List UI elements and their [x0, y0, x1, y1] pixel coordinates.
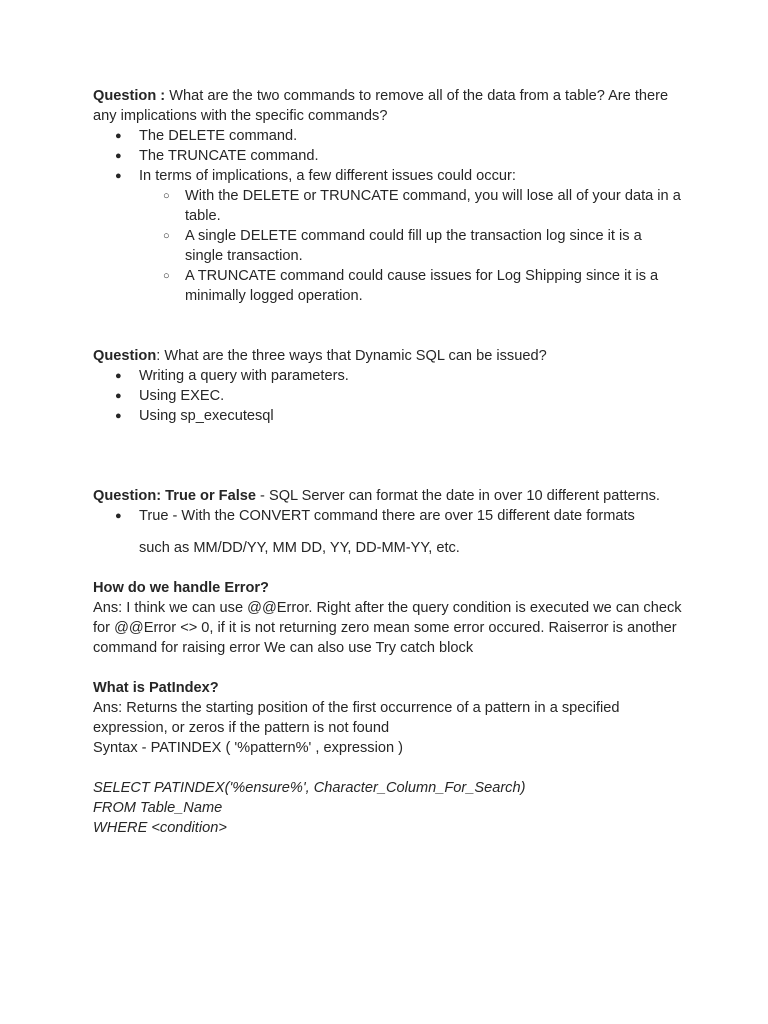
question-1	[93, 86, 683, 126]
list-item	[93, 166, 683, 306]
question-2-answer-list	[93, 366, 683, 426]
list-item: ● The TRUNCATE command.	[93, 146, 683, 166]
list-item-text: True - With the CONVERT command there are over 15 different date formats	[139, 508, 635, 524]
list-item-text: In terms of implications, a few different issues could occur:	[139, 168, 516, 184]
question-2-text: : What are the three ways that Dynamic SQL can be issued?	[156, 348, 547, 364]
question-3-label: Question: True or False	[93, 488, 256, 504]
code-line: FROM Table_Name	[93, 800, 223, 816]
question-1-answer-list	[93, 126, 683, 306]
code-example	[93, 778, 683, 838]
document-content	[93, 86, 683, 838]
list-item: ● The DELETE command.	[93, 126, 683, 146]
question-2-label: Question	[93, 348, 157, 364]
question-4-answer: Ans: I think we can use @@Error. Right after the query condition is executed we can check for @@Error <> 0, if it is not returning zero mean some error occured. Raiserror is another command for raising error We can also use Try catch block	[93, 600, 682, 656]
question-5-answer: Ans: Returns the starting position of the first occurrence of a pattern in a specified expression, or zeros if the pattern is not found	[93, 700, 620, 736]
question-1-text: What are the two commands to remove all of the data from a table? Are there any implications with the specific commands?	[93, 88, 669, 124]
list-item: ● Using sp_executesql	[93, 406, 683, 426]
list-item: ● Using EXEC.	[93, 386, 683, 406]
sub-list-item: ○ A TRUNCATE command could cause issues for Log Shipping since it is a minimally logged operation.	[139, 266, 683, 306]
sub-list-item: ○ A single DELETE command could fill up the transaction log since it is a single transaction.	[139, 226, 683, 266]
question-3-text: - SQL Server can format the date in over 10 different patterns.	[256, 488, 660, 504]
question-5-heading-text: What is PatIndex?	[93, 680, 219, 696]
list-item: ● Writing a query with parameters.	[93, 366, 683, 386]
question-3	[93, 486, 683, 506]
question-4-heading	[93, 578, 683, 598]
question-3-answer-list	[93, 506, 683, 558]
question-5-heading	[93, 678, 683, 698]
list-item	[93, 506, 683, 558]
implications-list	[139, 186, 683, 306]
sub-list-item: ○ With the DELETE or TRUNCATE command, you will lose all of your data in a table.	[139, 186, 683, 226]
question-2	[93, 346, 683, 366]
code-line: WHERE <condition>	[93, 820, 227, 836]
question-1-label: Question :	[93, 88, 166, 104]
code-line: SELECT PATINDEX('%ensure%', Character_Column_For_Search)	[93, 780, 526, 796]
list-item-continuation: such as MM/DD/YY, MM DD, YY, DD-MM-YY, etc.	[139, 540, 460, 556]
question-4-heading-text: How do we handle Error?	[93, 580, 269, 596]
syntax-line: Syntax - PATINDEX ( '%pattern%' , expression )	[93, 740, 403, 756]
